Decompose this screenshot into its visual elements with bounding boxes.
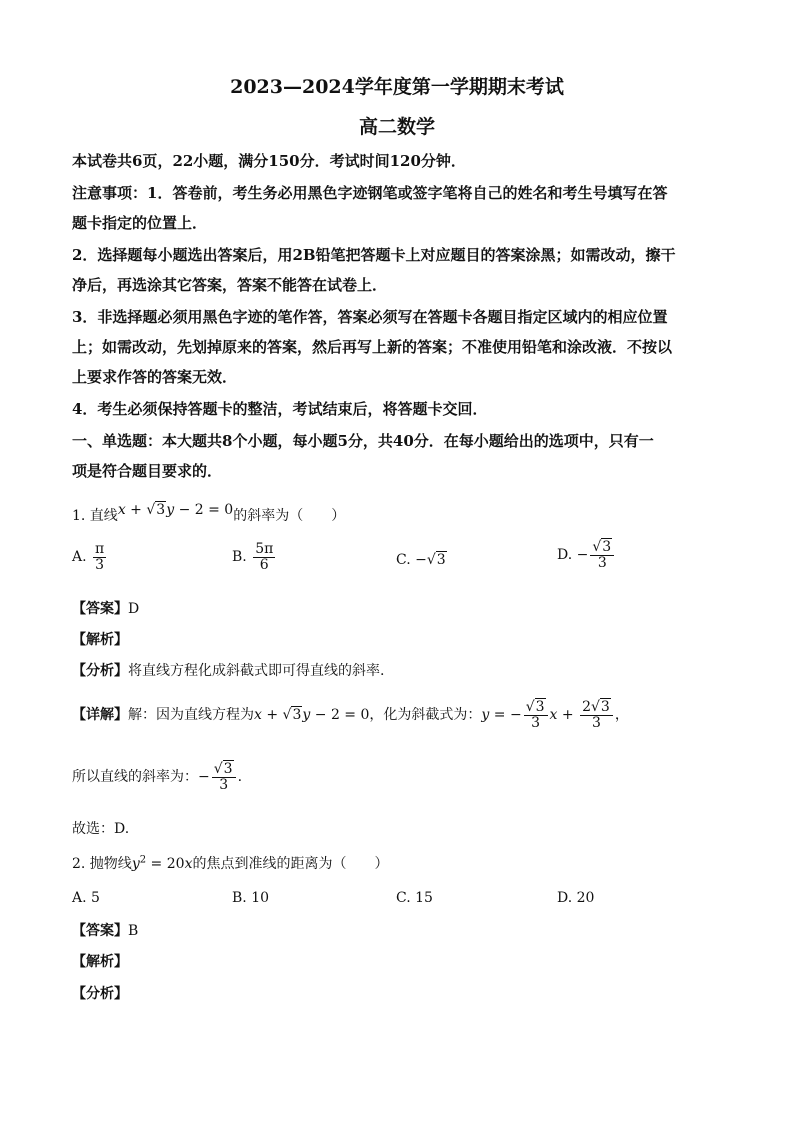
note-1a: 注意事项：1．答卷前，考生务必用黑色字迹钢笔或签字笔将自己的姓名和考生号填写在答	[72, 184, 668, 202]
xiangjie-text-b: ，化为斜截式为：	[369, 707, 482, 724]
section-line-1: 一、单选题：本大题共8个小题，每小题5分，共40分．在每小题给出的选项中，只有一	[72, 432, 654, 450]
option-c-value: −√3	[415, 552, 446, 568]
q2-option-a: A. 5	[72, 890, 100, 906]
intro-line: 本试卷共6页，22小题，满分150分．考试时间120分钟．	[72, 152, 466, 170]
section-line-2: 项是符合题目要求的．	[72, 462, 223, 480]
note-4: 4．考生必须保持答题卡的整洁，考试结束后，将答题卡交回．	[72, 400, 488, 418]
note-3a: 3．非选择题必须用黑色字迹的笔作答，答案必须写在答题卡各题目指定区域内的相应位置	[72, 308, 668, 326]
note-3c: 上要求作答的答案无效．	[72, 368, 238, 386]
line-equation: x + √3y − 2 = 0	[254, 707, 370, 724]
option-letter: B.	[232, 549, 247, 566]
slope-text: 所以直线的斜率为：	[72, 769, 198, 786]
question-1-prefix: 1. 直线	[72, 508, 118, 524]
option-b-value: $\frac{5\pi}{6}$	[255, 541, 274, 573]
q1-slope-line	[72, 762, 242, 792]
question-2-suffix: 的焦点到准线的距离为（ ）	[192, 856, 389, 872]
question-1-stem	[72, 502, 346, 525]
xiangjie-end: ，	[614, 707, 629, 724]
q1-jiexi-tag: 【解析】	[72, 632, 128, 648]
option-letter: D.	[557, 547, 573, 564]
q1-choice: 故选：D.	[72, 821, 130, 837]
exam-subtitle: 高二数学	[358, 116, 435, 138]
q2-fenxi-tag: 【分析】	[72, 986, 128, 1002]
fenxi-text: 将直线方程化成斜截式即可得直线的斜率.	[128, 663, 385, 679]
xiangjie-text-a: 解：因为直线方程为	[128, 707, 254, 724]
note-3b: 上；如需改动，先划掉原来的答案，然后再写上新的答案；不准使用铅笔和涂改液．不按以	[72, 338, 673, 356]
q2-answer	[72, 920, 138, 940]
option-letter: A.	[72, 549, 87, 566]
note-2b: 净后，再选涂其它答案，答案不能答在试卷上．	[72, 276, 388, 294]
q1-option-b	[232, 542, 277, 572]
q1-answer	[72, 598, 139, 618]
slope-end: .	[237, 769, 243, 786]
answer-value: B	[128, 923, 139, 939]
slope-value: − $\frac{√3}{3}$	[198, 769, 238, 785]
fenxi-tag: 【分析】	[72, 663, 128, 679]
exam-title: 2023—2024学年度第一学期期末考试	[230, 76, 564, 98]
question-2-prefix: 2. 抛物线	[72, 856, 132, 872]
q2-jiexi-tag: 【解析】	[72, 954, 128, 970]
xiangjie-tag: 【详解】	[72, 707, 128, 724]
answer-value: D	[128, 601, 140, 617]
question-2-equation: $y^2 = 20x$	[131, 854, 193, 872]
answer-tag: 【答案】	[72, 923, 128, 939]
question-1-suffix: 的斜率为（ ）	[233, 508, 346, 524]
q2-option-d: D. 20	[557, 890, 595, 906]
slope-intercept-form: y = − $\frac{√3}{3}$ x + $\frac{2√3}{3}$	[481, 707, 614, 723]
option-letter: C.	[396, 552, 411, 568]
q1-xiangjie	[72, 700, 629, 730]
note-2a: 2．选择题每小题选出答案后，用2B铅笔把答题卡上对应题目的答案涂黑；如需改动，擦干	[72, 246, 676, 264]
q2-option-b: B. 10	[232, 890, 270, 906]
answer-tag: 【答案】	[72, 601, 128, 617]
question-1-equation: x + √3y − 2 = 0	[117, 502, 234, 518]
option-a-value: $\frac{\pi}{3}$	[95, 541, 105, 573]
q1-fenxi	[72, 660, 384, 680]
q2-option-c: C. 15	[396, 890, 433, 906]
q1-option-c	[396, 552, 447, 568]
q1-option-d	[557, 540, 616, 570]
option-d-value: − $\frac{√3}{3}$	[577, 547, 617, 563]
q1-option-a	[72, 542, 108, 572]
note-1b: 题卡指定的位置上．	[72, 214, 208, 232]
question-2-stem	[72, 853, 388, 873]
